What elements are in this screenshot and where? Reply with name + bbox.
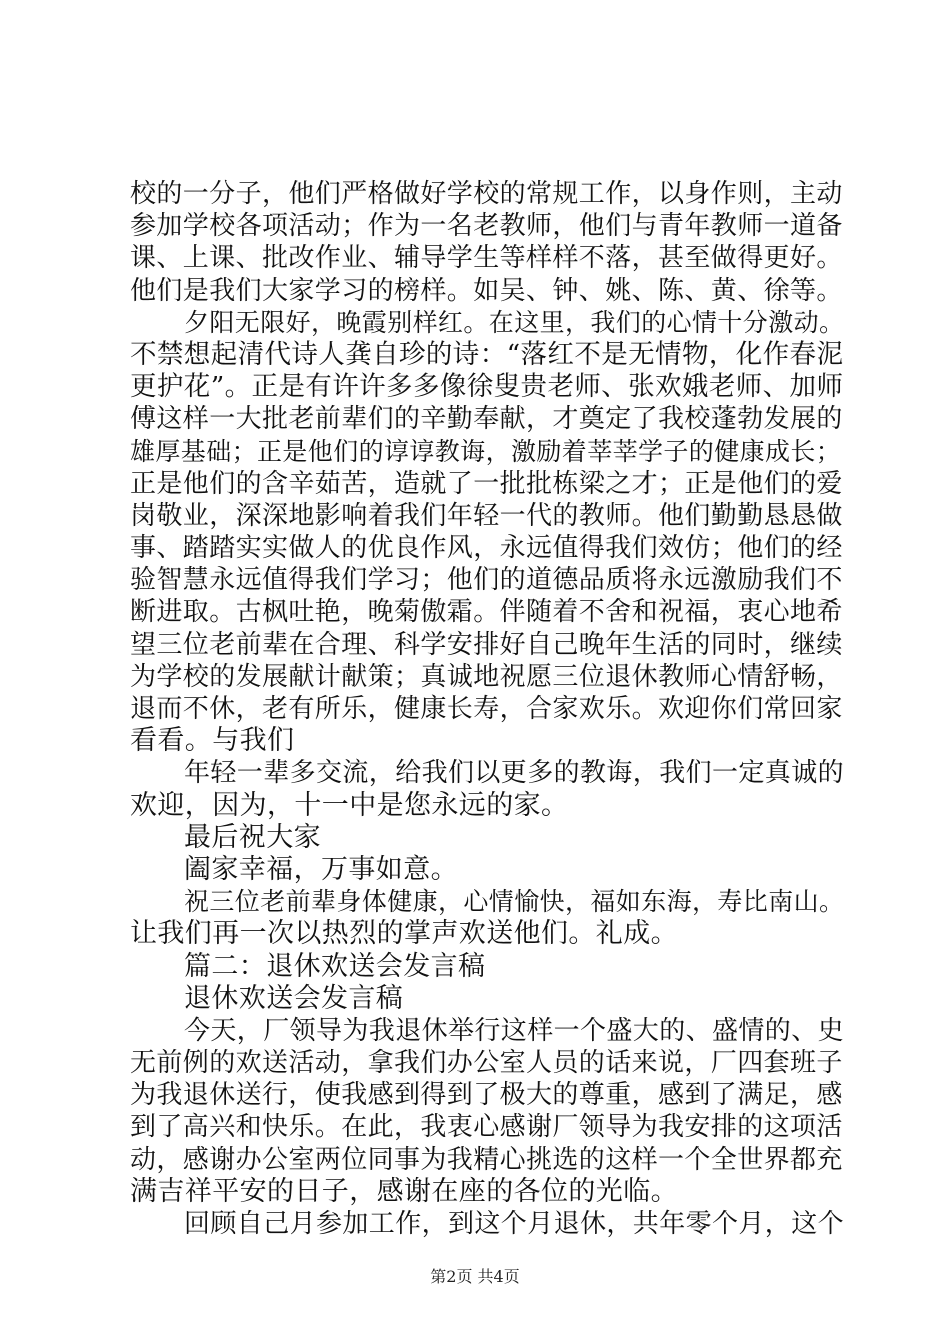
text-line: 让我们再一次以热烈的掌声欢送他们。礼成。 xyxy=(130,918,678,950)
text-line: 到了高兴和快乐。在此，我衷心感谢厂领导为我安排的这项活 xyxy=(130,1112,843,1143)
text-line: 参加学校各项活动；作为一名老教师，他们与青年教师一道备 xyxy=(130,211,843,242)
text-line: 祝三位老前辈身体健康，心情愉快，福如东海，寿比南山。 xyxy=(184,887,845,917)
text-line: 正是他们的含辛茹苦，造就了一批批栋梁之才；正是他们的爱 xyxy=(130,468,843,499)
text-line: 年轻一辈多交流，给我们以更多的教诲，我们一定真诚的 xyxy=(184,758,845,789)
text-line: 事、踏踏实实做人的优良作风，永远值得我们效仿；他们的经 xyxy=(130,533,843,564)
document-body xyxy=(130,178,850,1240)
text-line: 篇二：退休欢送会发言稿 xyxy=(184,950,486,982)
text-line: 为学校的发展献计献策；真诚地祝愿三位退休教师心情舒畅， xyxy=(130,661,843,692)
text-line: 验智慧永远值得我们学习；他们的道德品质将永远激励我们不 xyxy=(130,565,843,596)
text-line: 今天，厂领导为我退休举行这样一个盛大的、盛情的、史 xyxy=(184,1015,845,1046)
text-line: 看看。与我们 xyxy=(130,725,295,757)
text-line: 不禁想起清代诗人龚自珍的诗：“落红不是无情物，化作春泥 xyxy=(130,338,844,370)
text-line: 更护花”。正是有许许多多像徐叟贵老师、张欢娥老师、加师 xyxy=(130,371,844,403)
text-line: 课、上课、批改作业、辅导学生等样样不落，甚至做得更好。 xyxy=(130,243,843,274)
text-line: 最后祝大家 xyxy=(184,821,321,853)
text-line: 岗敬业，深深地影响着我们年轻一代的教师。他们勤勤恳恳做 xyxy=(130,500,843,531)
text-line: 退而不休，老有所乐，健康长寿，合家欢乐。欢迎你们常回家 xyxy=(130,694,843,724)
text-line: 望三位老前辈在合理、科学安排好自己晚年生活的同时，继续 xyxy=(130,629,843,660)
text-line: 校的一分子，他们严格做好学校的常规工作，以身作则，主动 xyxy=(130,179,843,209)
text-line: 回顾自己月参加工作，到这个月退休，共年零个月，这个 xyxy=(184,1209,845,1239)
text-line: 无前例的欢送活动，拿我们办公室人员的话来说，厂四套班子 xyxy=(130,1048,843,1079)
text-line: 欢迎，因为，十一中是您永远的家。 xyxy=(130,789,569,821)
text-line: 阖家幸福，万事如意。 xyxy=(184,853,458,885)
text-line: 满吉祥平安的日子，感谢在座的各位的光临。 xyxy=(130,1175,678,1207)
text-line: 为我退休送行，使我感到得到了极大的尊重，感到了满足，感 xyxy=(130,1080,843,1111)
text-line: 夕阳无限好，晚霞别样红。在这里，我们的心情十分激动。 xyxy=(184,307,845,337)
text-line: 他们是我们大家学习的榜样。如吴、钟、姚、陈、黄、徐等。 xyxy=(130,275,843,306)
page-footer: 第2页 共4页 xyxy=(430,1267,520,1286)
text-line: 傅这样一大批老前辈们的辛勤奉献，才奠定了我校蓬勃发展的 xyxy=(130,404,843,435)
text-line: 雄厚基础；正是他们的谆谆教诲，激励着莘莘学子的健康成长； xyxy=(130,436,842,466)
text-line: 退休欢送会发言稿 xyxy=(184,982,404,1014)
text-line: 断进取。古枫吐艳，晚菊傲霜。伴随着不舍和祝福，衷心地希 xyxy=(130,597,843,628)
text-line: 动，感谢办公室两位同事为我精心挑选的这样一个全世界都充 xyxy=(130,1144,843,1175)
